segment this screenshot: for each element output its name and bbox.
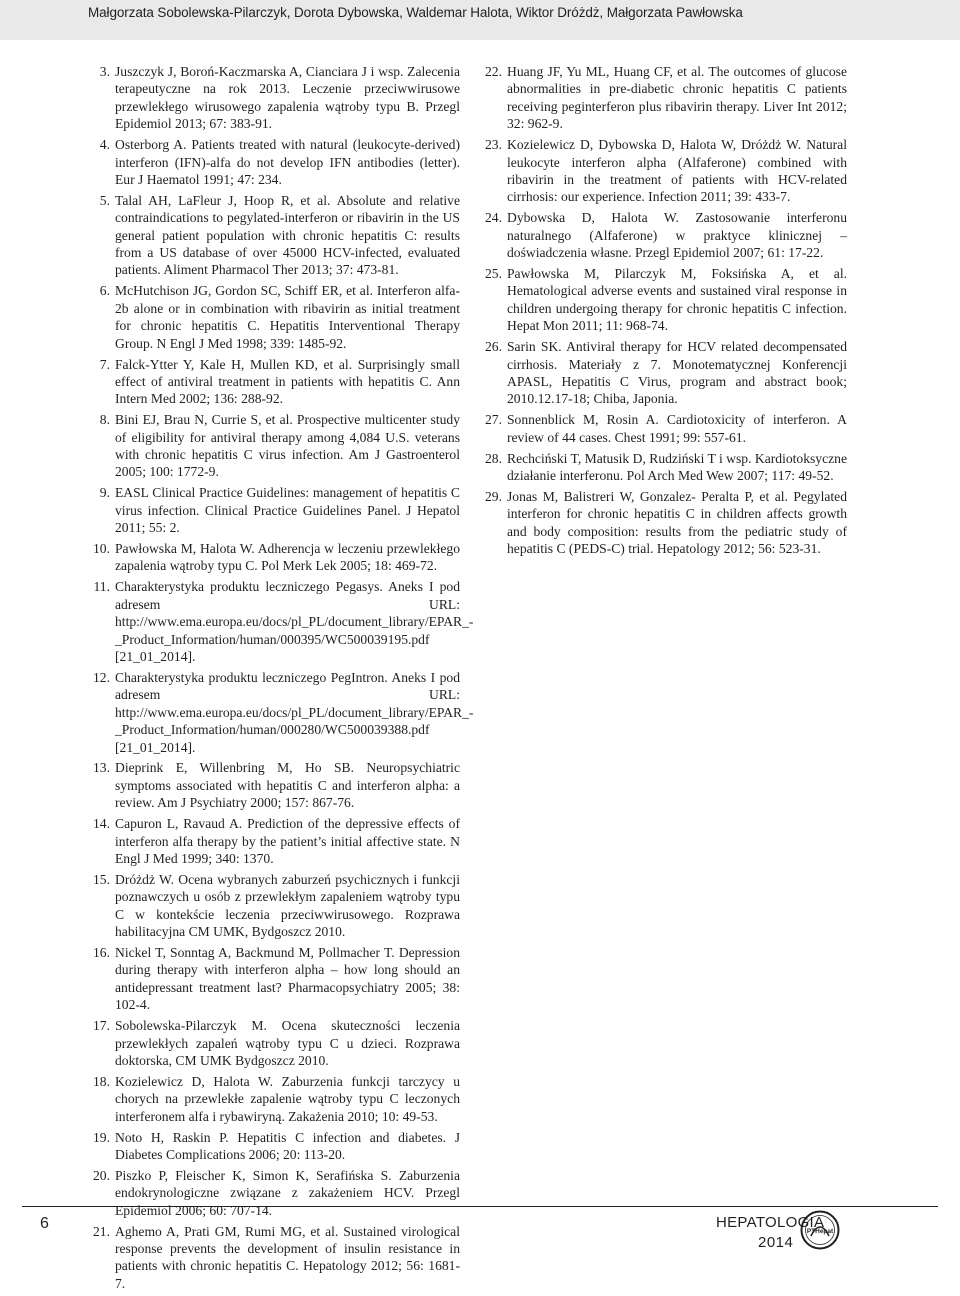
reference-number: 20. [93, 1167, 110, 1183]
reference-number: 3. [99, 64, 110, 79]
reference-item [88, 192, 460, 279]
reference-number: 28. [485, 450, 502, 466]
reference-text: Pawłowska M, Halota W. Adherencja w leczeniu przewlekłego zapalenia wątroby typu C. Pol Merk Lek 2005; 18: 469-72. [115, 541, 460, 574]
reference-text: Charakterystyka produktu leczniczego Pegasys. Aneks I pod adresem URL: http://www.ema.europa.eu/docs/pl_PL/document_library/EPAR_-_Product_Information/human/000395/WC500039195.pdf [21_01_2014]. [115, 579, 474, 664]
reference-text: Capuron L, Ravaud A. Prediction of the depressive effects of interferon alfa therapy by the patient’s initial affective state. N Engl J Med 1999; 340: 1370. [115, 816, 460, 866]
reference-item [480, 63, 847, 133]
reference-item [480, 136, 847, 206]
logo-text: PTHepat [806, 1228, 834, 1235]
footer-rule [22, 1206, 938, 1207]
reference-text: Pawłowska M, Pilarczyk M, Foksińska A, et al. Hematological adverse events and sustained viral response in children undergoing therapy for chronic hepatitis C infection. Hepat Mon 2011; 11: 968-74. [507, 265, 847, 334]
reference-text: Huang JF, Yu ML, Huang CF, et al. The outcomes of glucose abnormalities in pre-diabetic chronic hepatitis C patients receiving peginterferon plus ribavirin therapy. Liver Int 2012; 32: 962-9. [507, 64, 847, 132]
reference-number: 16. [93, 945, 110, 960]
reference-text: Dróżdż W. Ocena wybranych zaburzeń psychicznych i funkcji poznawczych u osób z przewlekłym zapaleniem wątroby typu C w kontekście leczenia przeciwwirusowego. Rozprawa habilitacyjna CM UMK, Bydgoszcz 2010. [115, 871, 460, 940]
reference-item [88, 1129, 460, 1164]
reference-number: 8. [99, 412, 110, 428]
reference-text: Kozielewicz D, Halota W. Zaburzenia funkcji tarczycy u chorych na przewlekłe zapalenie wątroby typu C leczonych interferonem alfa i rybawiryną. Zakażenia 2010; 10: 49-53. [115, 1073, 460, 1124]
reference-item [88, 1073, 460, 1125]
reference-number: 26. [485, 339, 502, 355]
reference-text: Dybowska D, Halota W. Zastosowanie interferonu naturalnego (Alfaferone) w praktyce klinicznej – doświadczenia własne. Przegl Epidemiol 2007; 61: 17-22. [507, 210, 847, 261]
references-right-column [480, 63, 847, 561]
running-header [0, 0, 960, 40]
reference-item [88, 1017, 460, 1069]
reference-item [88, 669, 474, 756]
reference-number: 12. [93, 669, 110, 685]
reference-text: Rechciński T, Matusik D, Rudziński T i wsp. Kardiotoksyczne działanie interferonu. Pol Arch Med Wew 2007; 117: 49-52. [507, 450, 847, 483]
reference-text: EASL Clinical Practice Guidelines: management of hepatitis C virus infection. Clinical Practice Guidelines Panel. J Hepatol 2011; 55: 2. [115, 485, 460, 536]
reference-number: 29. [485, 488, 502, 504]
reference-number: 19. [93, 1129, 110, 1145]
reference-item [480, 488, 847, 558]
reference-number: 4. [99, 137, 110, 153]
reference-text: Piszko P, Fleischer K, Simon K, Serafińska S. Zaburzenia endokrynologiczne związane z zakażeniem HCV. Przegl Epidemiol 2006; 60: 707-14. [115, 1167, 460, 1218]
reference-text: Kozielewicz D, Dybowska D, Halota W, Dróżdż W. Natural leukocyte interferon alpha (Alfaferone) combined with ribavirin in the treatment of patients with HCV-related cirrhosis: our experience. Infection 2011; 39: 433-7. [507, 137, 847, 205]
references-left-column [88, 63, 474, 1296]
reference-number: 27. [485, 412, 502, 428]
reference-number: 10. [93, 541, 110, 557]
reference-item [88, 411, 460, 481]
reference-text: Juszczyk J, Boroń-Kaczmarska A, Cianciara J i wsp. Zalecenia terapeutyczne na rok 2013. Leczenie przeciwwirusowe przewlekłego wirusowego zapalenia wątroby typu B. Przegl Epidemiol 2013; 67: 383-91. [115, 64, 460, 132]
reference-number: 24. [485, 210, 502, 226]
reference-item [480, 209, 847, 261]
reference-text: Charakterystyka produktu leczniczego PegIntron. Aneks I pod adresem URL: http://www.ema.europa.eu/docs/pl_PL/document_library/EPAR_-_Product_Information/human/000280/WC500039388.pdf [21_01_2014]. [115, 669, 474, 755]
reference-text: Sarin SK. Antiviral therapy for HCV related decompensated cirrhosis. Materiały z 7. Monotematycznej Konferencji APASL, Hepatitis C Virus, program and abstract book; 2010.12.17-18; Chiba, Japonia. [507, 339, 847, 407]
page-number: 6 [40, 1215, 49, 1232]
reference-text: Bini EJ, Brau N, Currie S, et al. Prospective multicenter study of eligibility for antiviral therapy among 4,084 U.S. veterans with chronic hepatitis C virus infection. Am J Gastroenterol 2005; 100: 1772-9. [115, 412, 460, 480]
reference-number: 13. [93, 760, 110, 776]
reference-text: Dieprink E, Willenbring M, Ho SB. Neuropsychiatric symptoms associated with hepatitis C and interferon alpha: a review. Am J Psychiatry 2000; 157: 867-76. [115, 760, 460, 811]
reference-text: Talal AH, LaFleur J, Hoop R, et al. Absolute and relative contraindications to pegylated-interferon or ribavirin in the US general patient population with chronic hepatitis C: results from a US database of over 45000 HCV-infected, evaluated patients. Aliment Pharmacol Ther 2013; 37: 473-81. [115, 192, 460, 278]
reference-item [88, 356, 460, 408]
reference-item [88, 815, 460, 867]
reference-text: Falck-Ytter Y, Kale H, Mullen KD, et al. Surprisingly small effect of antiviral treatment in patients with hepatitis C. Ann Intern Med 2002; 136: 288-92. [115, 356, 460, 407]
reference-number: 23. [485, 137, 502, 153]
reference-text: Jonas M, Balistreri W, Gonzalez- Peralta P, et al. Pegylated interferon for chronic hepatitis C in children affects growth and body composition: results from the pediatric study of hepatitis C (PEDS-C) trial. Hepatology 2012; 56: 523-31. [507, 488, 847, 557]
reference-item [88, 540, 460, 575]
reference-item [88, 63, 460, 133]
reference-text: Noto H, Raskin P. Hepatitis C infection and diabetes. J Diabetes Complications 2006; 20: 113-20. [115, 1129, 460, 1162]
reference-text: Osterborg A. Patients treated with natural (leukocyte-derived) interferon (IFN)-alfa do not develop IFN antibodies (letter). Eur J Haematol 1991; 47: 234. [115, 137, 460, 187]
reference-item [480, 338, 847, 408]
reference-number: 14. [93, 816, 110, 832]
reference-number: 7. [99, 356, 110, 372]
reference-item [88, 136, 460, 188]
reference-item [88, 578, 474, 665]
reference-text: McHutchison JG, Gordon SC, Schiff ER, et al. Interferon alfa-2b alone or in combination with ribavirin as initial treatment for chronic hepatitis C. Hepatitis Interventional Therapy Group. N Engl J Med 1998; 339: 1485-92. [115, 283, 460, 351]
reference-item [480, 450, 847, 485]
reference-number: 22. [485, 64, 502, 79]
reference-number: 11. [93, 579, 110, 595]
reference-text: Nickel T, Sonntag A, Backmund M, Pollmacher T. Depression during therapy with interferon alpha – how long should an antidepressant treatment last? Pharmacopsychiatry 2005; 38: 102-4. [115, 945, 460, 1013]
society-seal-icon [800, 1210, 840, 1250]
reference-number: 6. [99, 283, 110, 299]
reference-number: 15. [93, 871, 110, 887]
reference-item [88, 759, 460, 811]
reference-item [88, 944, 460, 1014]
reference-number: 5. [99, 192, 110, 208]
reference-number: 9. [99, 485, 110, 501]
reference-item [88, 282, 460, 352]
reference-item [480, 411, 847, 446]
reference-text: Sonnenblick M, Rosin A. Cardiotoxicity of interferon. A review of 44 cases. Chest 1991; 99: 557-61. [507, 412, 847, 445]
reference-item [88, 1167, 460, 1219]
header-authors: Małgorzata Sobolewska-Pilarczyk, Dorota Dybowska, Waldemar Halota, Wiktor Dróżdż, Małgorzata Pawłowska [88, 5, 743, 20]
reference-item [88, 871, 460, 941]
reference-number: 18. [93, 1073, 110, 1089]
journal-year: 2014 [758, 1234, 794, 1251]
reference-text: Aghemo A, Prati GM, Rumi MG, et al. Sustained virological response prevents the development of insulin resistance in patients with chronic hepatitis C. Hepatology 2012; 56: 1681-7. [115, 1223, 460, 1291]
reference-item [88, 1223, 460, 1293]
reference-item [88, 484, 460, 536]
reference-text: Sobolewska-Pilarczyk M. Ocena skuteczności leczenia przewlekłych zapaleń wątroby typu C u dzieci. Rozprawa doktorska, CM UMK Bydgoszcz 2010. [115, 1018, 460, 1068]
reference-number: 25. [485, 265, 502, 281]
reference-number: 17. [93, 1018, 110, 1034]
journal-name: HEPATOLOGIA [716, 1214, 825, 1231]
reference-number: 21. [93, 1223, 110, 1239]
reference-item [480, 265, 847, 335]
